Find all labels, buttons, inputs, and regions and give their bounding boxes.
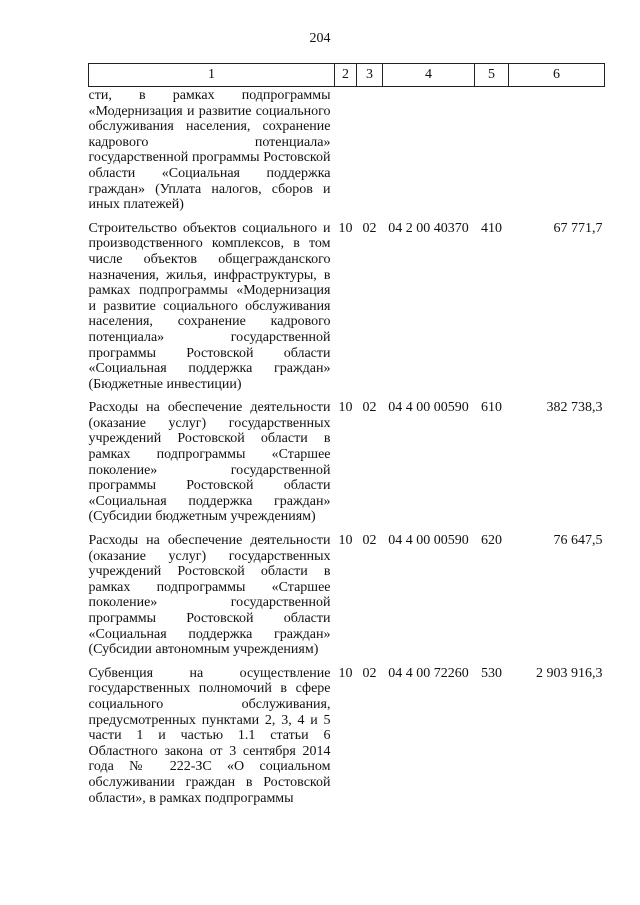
row-description: Расходы на обеспечение деятельности (оказание услуг) государственных учреждений Ростовской области в рамках подпрограммы «Старшее поколение» государственной программы Ростовской области «Социальная поддержка граждан» (Субсидии бюджетным учреждениям) [88,400,331,525]
table-row [89,213,605,393]
row-target-article: 04 4 00 00590 [388,533,469,549]
column-header-2: 2 [335,64,357,87]
row-subsection [357,87,383,213]
budget-table [88,63,605,806]
table-row [89,392,605,525]
row-amount [509,87,605,213]
table-header-row [89,64,605,87]
row-target-article: 04 4 00 00590 [388,400,469,416]
page-number: 204 [309,31,331,46]
row-subsection: 02 [362,533,377,549]
row-section: 10 [338,400,353,416]
row-subsection: 02 [362,665,377,681]
table-row [89,658,605,806]
row-target-article: 04 4 00 72260 [388,665,469,681]
column-header-3: 3 [357,64,383,87]
row-subsection: 02 [362,220,377,236]
row-expense-type [475,87,509,213]
row-amount: 76 647,5 [553,533,603,549]
table-row [89,87,605,213]
row-section [335,87,357,213]
row-description: Строительство объектов социального и производственного комплексов, в том числе объектов общегражданского назначения, жилья, инфраструктуры, в рамках подпрограммы «Модернизация и развитие социального обслуживания населения, сохранение кадрового потенциала» государственной программы Ростовской области «Социальная поддержка граждан» (Бюджетные инвестиции) [88,220,331,392]
row-section: 10 [338,220,353,236]
row-section: 10 [338,533,353,549]
column-header-4: 4 [383,64,475,87]
table-row [89,525,605,658]
row-target-article [383,87,475,213]
row-amount: 67 771,7 [553,220,603,236]
row-description: Расходы на обеспечение деятельности (оказание услуг) государственных учреждений Ростовской области в рамках подпрограммы «Старшее поколение» государственной программы Ростовской области «Социальная поддержка граждан» (Субсидии автономным учреждениям) [88,533,331,658]
row-amount: 2 903 916,3 [536,665,603,681]
row-expense-type: 410 [481,220,502,236]
row-expense-type: 620 [481,533,502,549]
row-expense-type: 530 [481,665,502,681]
row-amount: 382 738,3 [546,400,603,416]
row-target-article: 04 2 00 40370 [388,220,469,236]
row-description: Субвенция на осуществление государственных полномочий в сфере социального обслуживания, предусмотренных пунктами 2, 3, 4 и 5 части 1 и частью 1.1 статьи 6 Областного закона от 3 сентября 2014 года № 222-ЗС «О социальном обслуживании граждан в Ростовской области», в рамках подпрограммы [88,665,331,806]
row-subsection: 02 [362,400,377,416]
column-header-1: 1 [89,64,335,87]
row-section: 10 [338,665,353,681]
column-header-6: 6 [509,64,605,87]
row-description: сти, в рамках подпрограммы «Модернизация и развитие социального обслуживания населения, сохранение кадрового потенциала» государственной программы Ростовской области «Социальная поддержка граждан» (Уплата налогов, сборов и иных платежей) [88,88,331,213]
row-expense-type: 610 [481,400,502,416]
column-header-5: 5 [475,64,509,87]
